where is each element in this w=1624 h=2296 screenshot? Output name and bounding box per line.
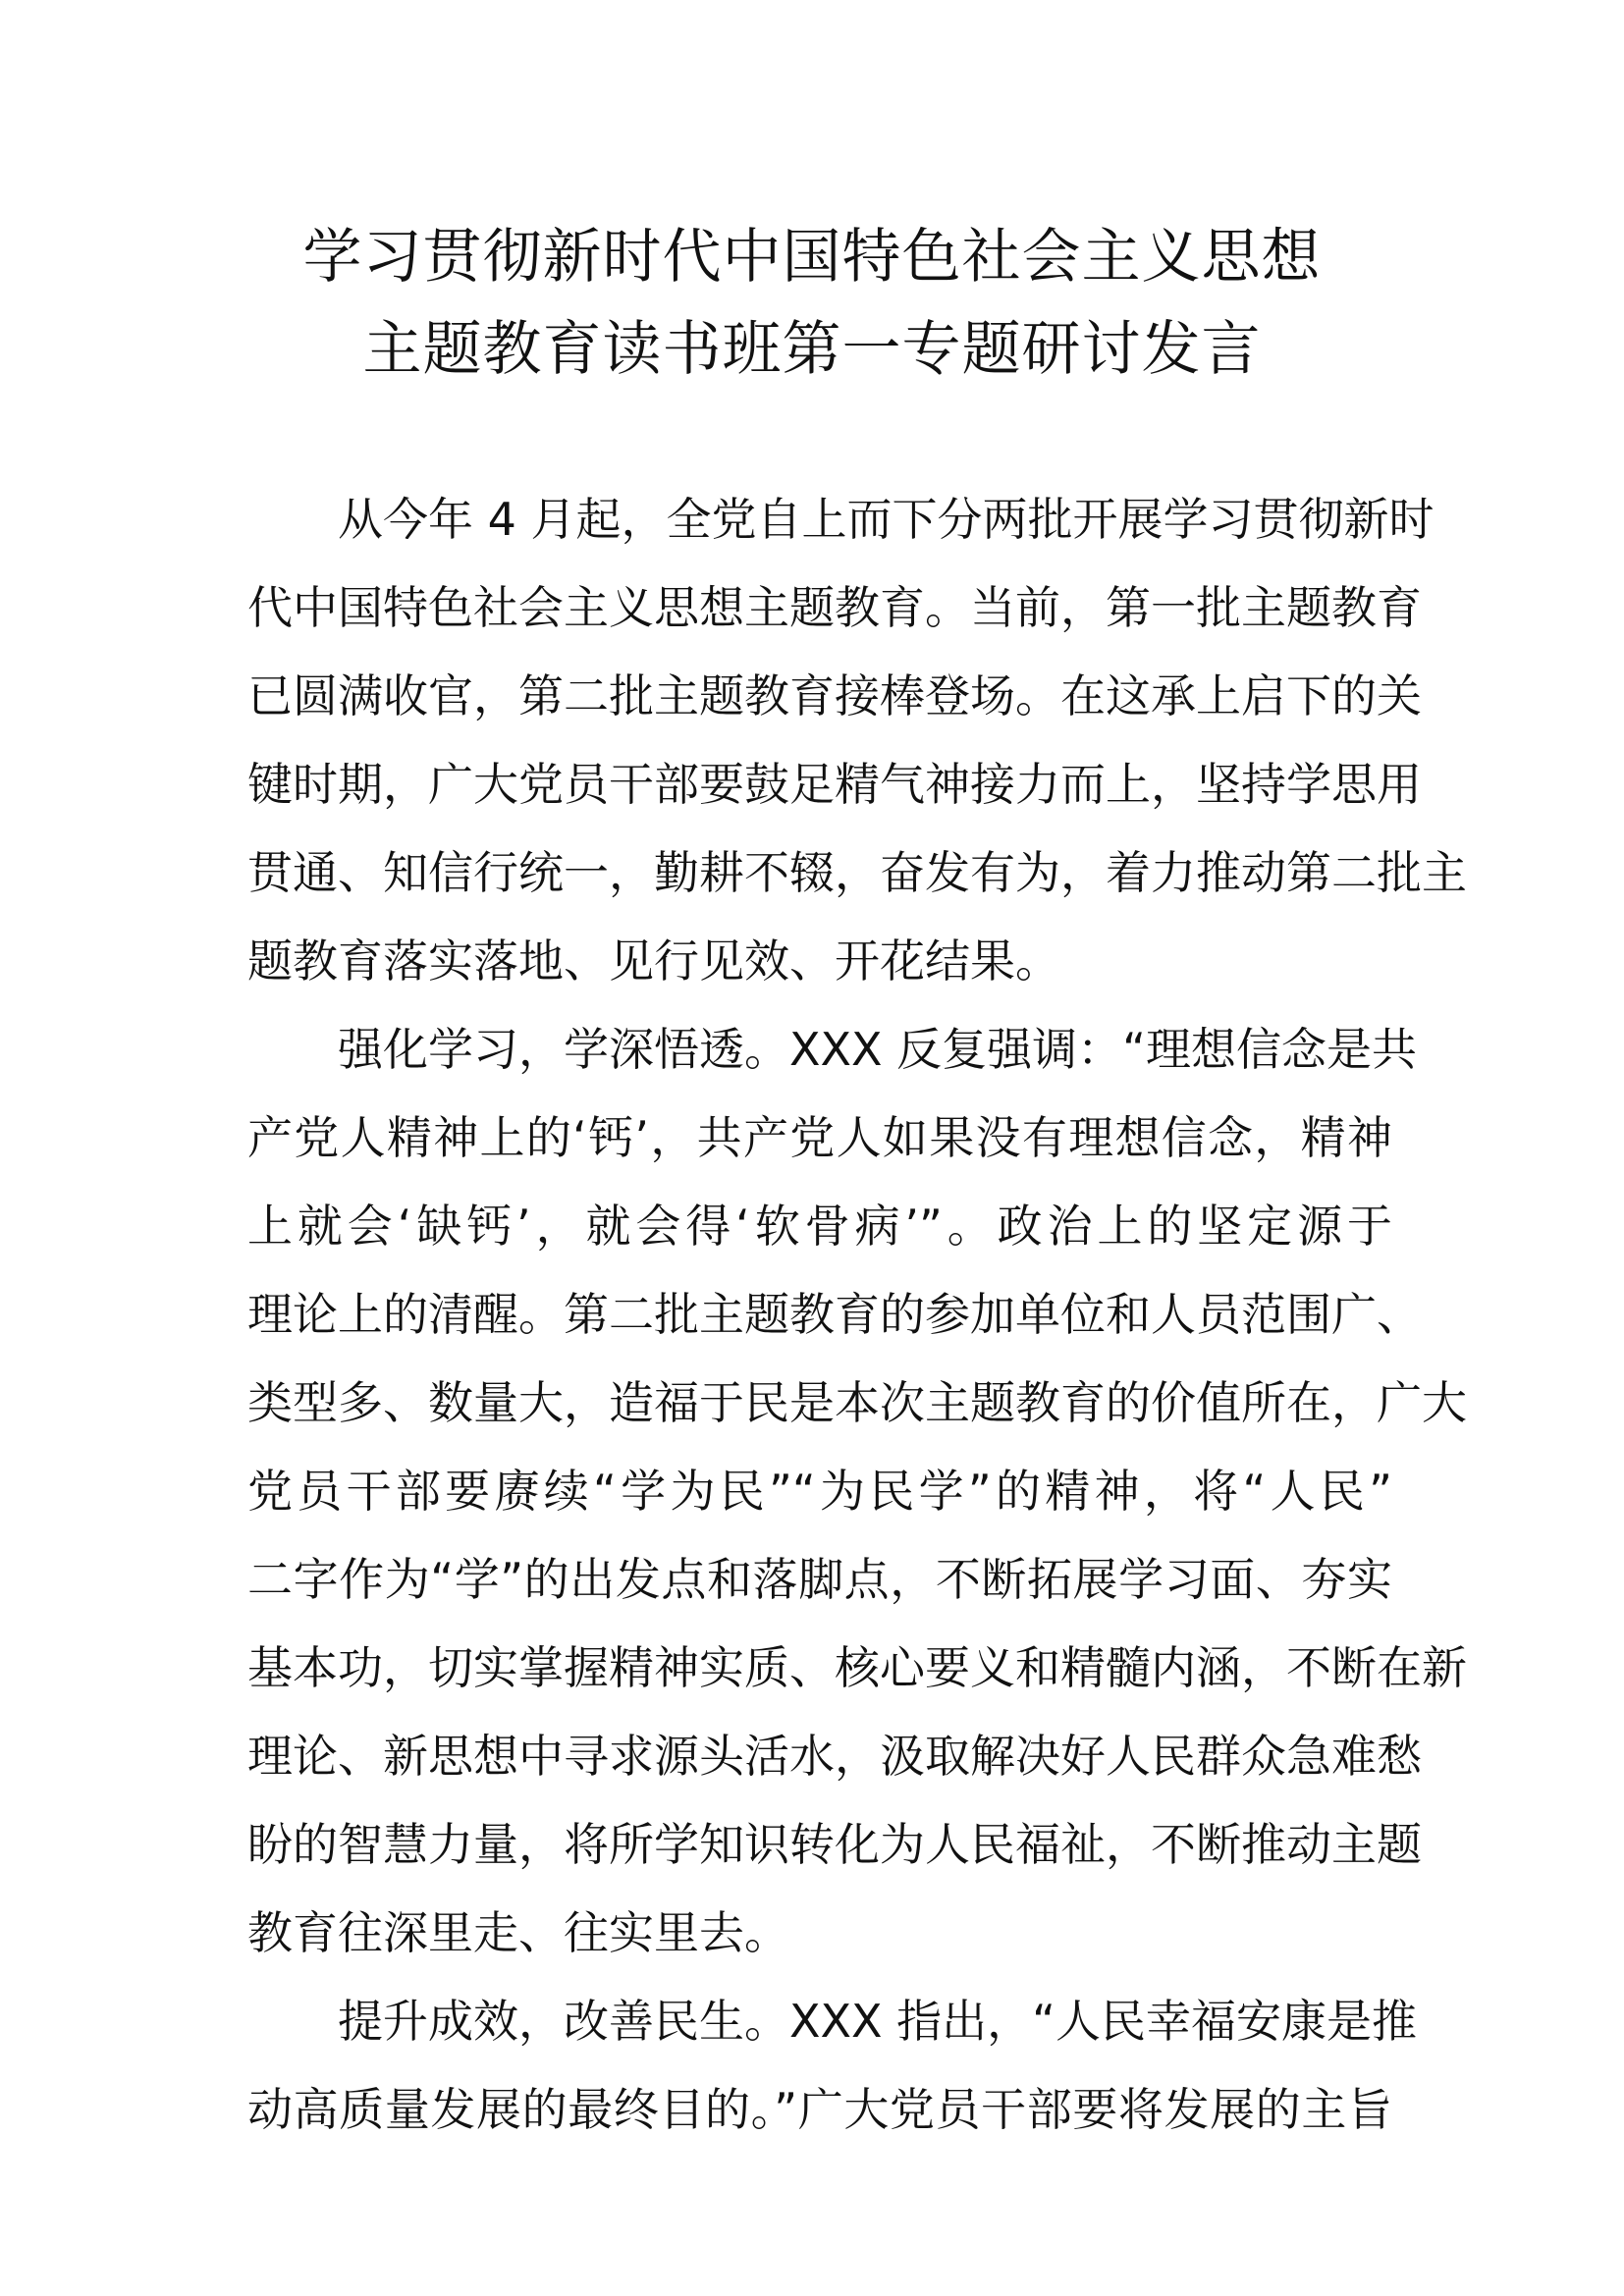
paragraph-1 [247, 475, 1467, 1005]
title-line-1: 学习贯彻新时代中国特色社会主义思想 [302, 223, 1322, 292]
paragraph-2-line-11: 教育往深里走、往实里去。 [247, 1906, 789, 1959]
title-line-2: 主题教育读书班第一专题研讨发言 [362, 315, 1262, 384]
paragraph-3-line-1: 提升成效，改善民生。XXX 指出，“人民幸福安康是推 [338, 1995, 1417, 2048]
paragraph-1-line-1: 从今年 4 月起，全党自上而下分两批开展学习贯彻新时 [338, 493, 1435, 546]
paragraph-1-line-3: 已圆满收官，第二批主题教育接棒登场。在这承上启下的关 [247, 669, 1422, 722]
paragraph-1-line-5: 贯通、知信行统一，勤耕不辍，奋发有为，着力推动第二批主 [247, 846, 1467, 899]
paragraph-2-line-5: 类型多、数量大，造福于民是本次主题教育的价值所在，广大 [247, 1376, 1467, 1429]
document-body [247, 475, 1467, 2154]
paragraph-2-line-7: 二字作为“学”的出发点和落脚点，不断拓展学习面、夯实 [247, 1553, 1392, 1606]
paragraph-1-line-6: 题教育落实落地、见行见效、开花结果。 [247, 934, 1060, 988]
paragraph-2-line-8: 基本功，切实掌握精神实质、核心要义和精髓内涵，不断在新 [247, 1641, 1467, 1694]
paragraph-2 [247, 1005, 1467, 1977]
paragraph-1-line-2: 代中国特色社会主义思想主题教育。当前，第一批主题教育 [247, 581, 1422, 634]
paragraph-2-line-2: 产党人精神上的‘钙’，共产党人如果没有理想信念，精神 [247, 1111, 1392, 1164]
paragraph-2-line-6: 党员干部要赓续“学为民”“为民学”的精神，将“人民” [247, 1465, 1392, 1518]
paragraph-3 [247, 1977, 1417, 2154]
paragraph-2-line-10: 盼的智慧力量，将所学知识转化为人民福祉，不断推动主题 [247, 1818, 1422, 1871]
paragraph-2-line-3: 上就会‘缺钙’，就会得‘软骨病’”。政治上的坚定源于 [247, 1200, 1392, 1253]
paragraph-2-line-9: 理论、新思想中寻求源头活水，汲取解决好人民群众急难愁 [247, 1730, 1422, 1783]
paragraph-1-line-4: 键时期，广大党员干部要鼓足精气神接力而上，坚持学思用 [247, 758, 1422, 811]
paragraph-2-line-1: 强化学习，学深悟透。XXX 反复强调：“理想信念是共 [338, 1023, 1417, 1076]
paragraph-2-line-4: 理论上的清醒。第二批主题教育的参加单位和人员范围广、 [247, 1288, 1422, 1341]
paragraph-3-line-2: 动高质量发展的最终目的。”广大党员干部要将发展的主旨 [247, 2083, 1392, 2136]
